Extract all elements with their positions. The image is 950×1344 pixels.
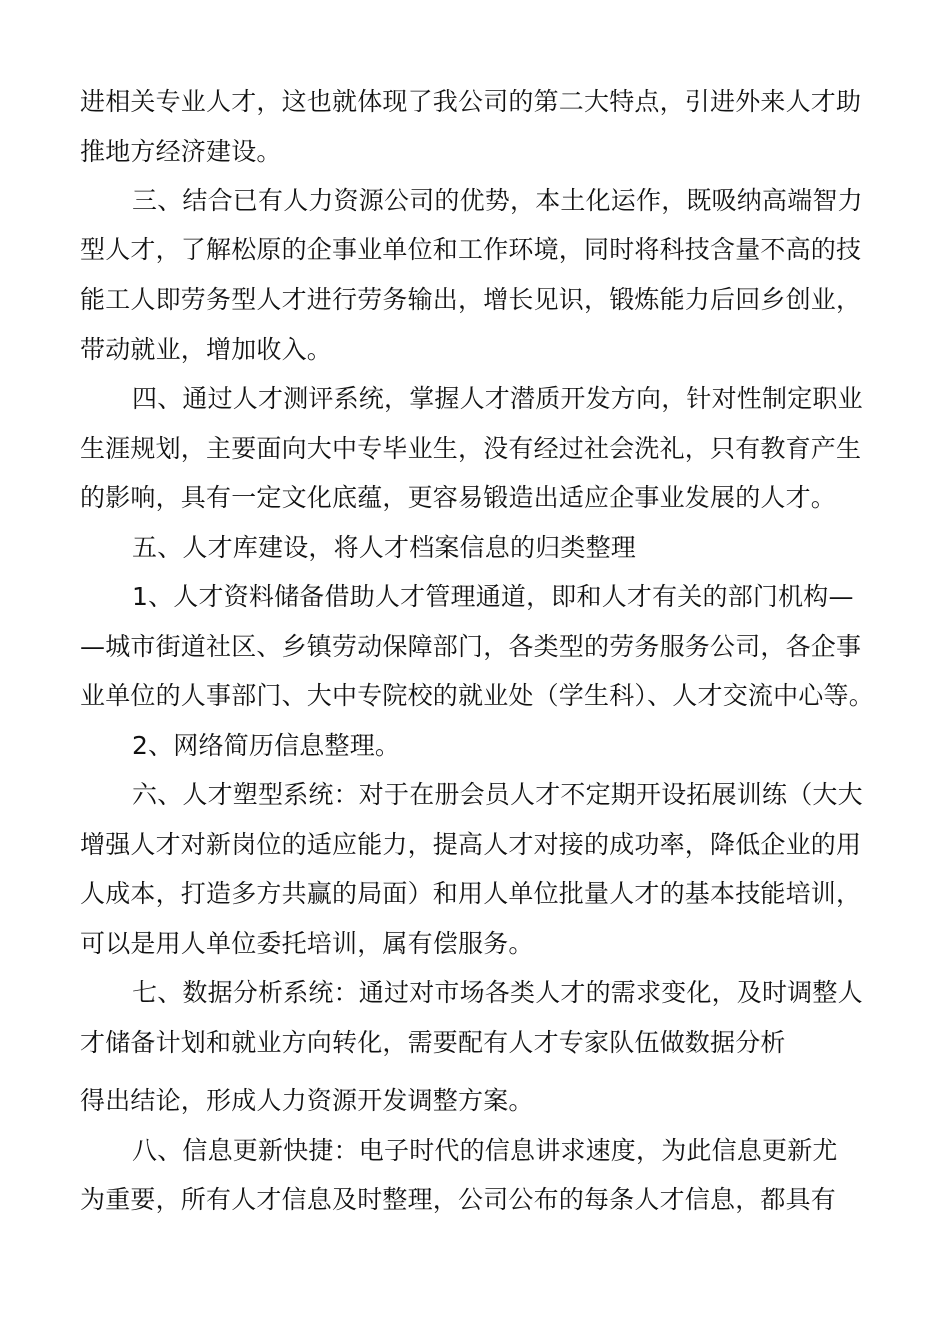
paragraph-start-line: 2、网络简历信息整理。 <box>132 731 401 760</box>
text-line: 推地方经济建设。 <box>80 137 282 166</box>
text-line: 增强人才对新岗位的适应能力，提高人才对接的成功率，降低企业的用 <box>80 830 862 859</box>
text-line: 进相关专业人才，这也就体现了我公司的第二大特点，引进外来人才助 <box>80 87 862 116</box>
text-line: 可以是用人单位委托培训，属有偿服务。 <box>80 929 534 958</box>
text-line: 为重要，所有人才信息及时整理，公司公布的每条人才信息，都具有 <box>80 1185 837 1214</box>
paragraph-start-line: 八、信息更新快捷：电子时代的信息讲求速度，为此信息更新尤 <box>132 1136 838 1165</box>
text-line: 得出结论，形成人力资源开发调整方案。 <box>80 1086 534 1115</box>
paragraph-start-line: 六、人才塑型系统：对于在册会员人才不定期开设拓展训练（大大 <box>132 780 863 809</box>
paragraph-start-line: 四、通过人才测评系统，掌握人才潜质开发方向，针对性制定职业 <box>132 384 863 413</box>
paragraph-start-line: 1、人才资料储备借助人才管理通道，即和人才有关的部门机构— <box>132 582 854 611</box>
text-line: 生涯规划，主要面向大中专毕业生，没有经过社会洗礼，只有教育产生 <box>80 434 862 463</box>
text-line: —城市街道社区、乡镇劳动保障部门，各类型的劳务服务公司，各企事 <box>80 632 862 661</box>
paragraph-start-line: 三、结合已有人力资源公司的优势，本土化运作，既吸纳高端智力 <box>132 186 863 215</box>
text-line: 业单位的人事部门、大中专院校的就业处（学生科）、人才交流中心等。 <box>80 681 874 710</box>
text-line: 能工人即劳务型人才进行劳务输出，增长见识，锻炼能力后回乡创业， <box>80 285 862 314</box>
text-line: 的影响，具有一定文化底蕴，更容易锻造出适应企事业发展的人才。 <box>80 483 837 512</box>
text-line: 人成本，打造多方共赢的局面）和用人单位批量人才的基本技能培训， <box>80 879 862 908</box>
paragraph-start-line: 七、数据分析系统：通过对市场各类人才的需求变化，及时调整人 <box>132 978 863 1007</box>
text-line: 才储备计划和就业方向转化，需要配有人才专家队伍做数据分析 <box>80 1028 786 1057</box>
text-line: 型人才，了解松原的企事业单位和工作环境，同时将科技含量不高的技 <box>80 235 862 264</box>
text-line: 带动就业，增加收入。 <box>80 335 333 364</box>
section-heading: 五、人才库建设，将人才档案信息的归类整理 <box>132 533 637 562</box>
